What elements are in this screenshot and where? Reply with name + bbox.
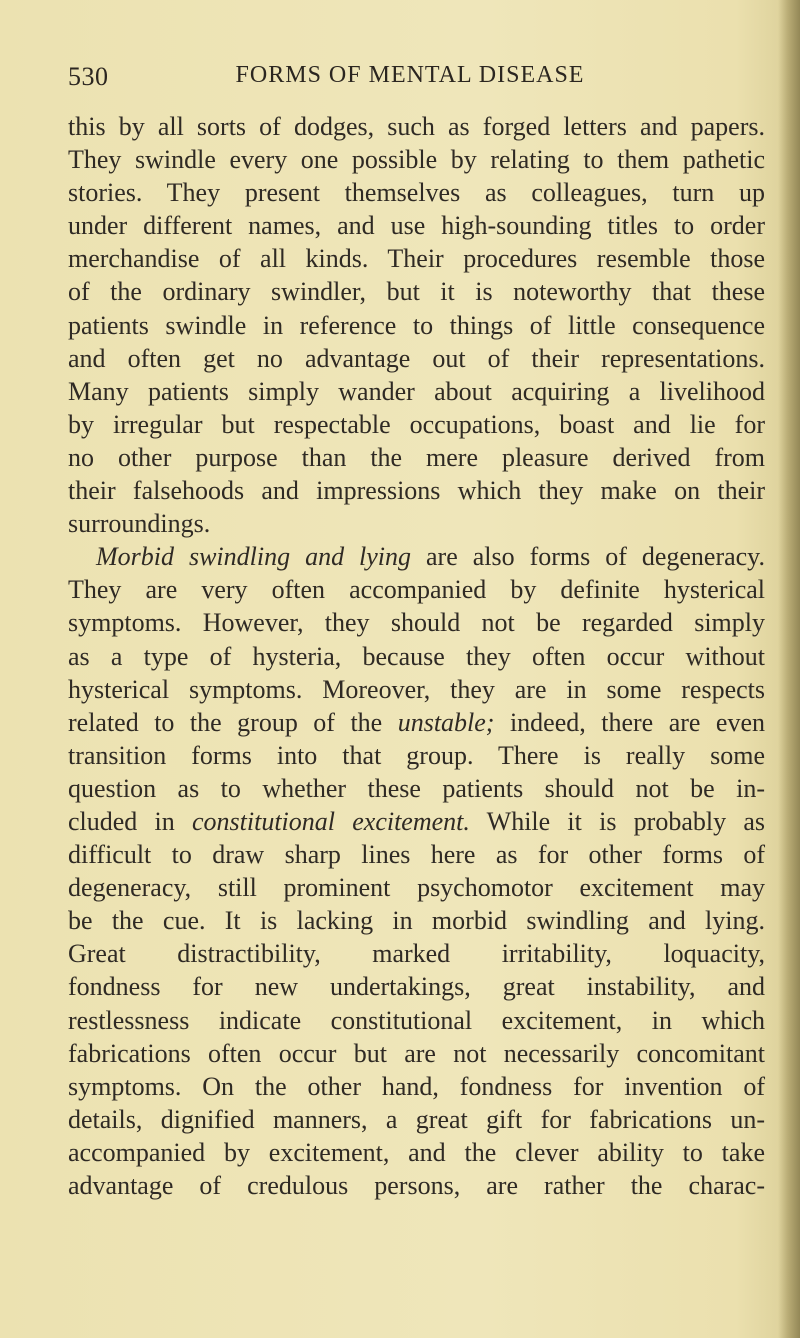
text-segment: patients swindle in reference to things of little consequence	[68, 310, 765, 340]
text-line	[68, 342, 765, 375]
text-segment: advantage of credulous persons, are rather the charac-	[68, 1171, 765, 1200]
text-segment: indeed, there are even	[494, 707, 765, 737]
text-segment: this by all sorts of dodges, such as forged letters and papers.	[68, 112, 765, 141]
text-segment: degeneracy, still prominent psychomotor excitement may	[68, 873, 765, 903]
text-segment: related to the group of the	[68, 707, 398, 737]
text-line	[68, 904, 765, 937]
running-head: FORMS OF MENTAL DISEASE	[235, 62, 585, 88]
text-segment: no other purpose than the mere pleasure derived from	[68, 442, 765, 472]
text-segment: are also forms of degeneracy.	[411, 542, 765, 572]
text-segment: They swindle every one possible by relating to them pathetic	[68, 145, 765, 175]
page-edge-shadow	[778, 0, 800, 1338]
text-segment: surroundings.	[68, 509, 211, 539]
text-line	[68, 805, 765, 838]
text-segment: question as to whether these patients should not be in-	[68, 773, 765, 803]
text-segment: Great distractibility, marked irritability, loquacity,	[68, 939, 765, 969]
text-segment: Many patients simply wander about acquiring a livelihood	[68, 376, 765, 406]
text-segment: symptoms. On the other hand, fondness for invention of	[68, 1071, 765, 1101]
text-line	[68, 1103, 765, 1136]
italic-phrase: constitutional excitement.	[192, 806, 470, 836]
text-segment: fabrications often occur but are not necessarily concomitant	[68, 1038, 765, 1068]
text-line	[68, 1070, 765, 1103]
text-line	[68, 1004, 765, 1037]
text-segment: of the ordinary swindler, but it is noteworthy that these	[68, 277, 765, 307]
text-line	[68, 176, 765, 209]
text-line	[68, 540, 765, 573]
text-line	[68, 242, 765, 275]
text-segment: details, dignified manners, a great gift for fabrications un-	[68, 1104, 765, 1134]
text-line	[68, 937, 765, 970]
text-segment: cluded in	[68, 806, 192, 836]
text-line	[68, 408, 765, 441]
text-segment: fondness for new undertakings, great instability, and	[68, 972, 765, 1002]
text-line	[68, 143, 765, 176]
text-line	[68, 1136, 765, 1169]
text-segment: While it is probably as	[469, 806, 765, 836]
text-segment: difficult to draw sharp lines here as for other forms of	[68, 840, 765, 870]
text-line	[68, 706, 765, 739]
italic-phrase: unstable;	[397, 707, 495, 737]
text-line	[68, 1037, 765, 1070]
text-line	[68, 970, 765, 1003]
text-segment: stories. They present themselves as colleagues, turn up	[68, 178, 765, 208]
text-line	[68, 441, 765, 474]
text-line	[68, 772, 765, 805]
page-header	[60, 62, 760, 102]
text-line	[68, 375, 765, 408]
text-segment: and often get no advantage out of their representations.	[68, 343, 765, 373]
text-segment: their falsehoods and impressions which they make on their	[68, 476, 765, 506]
text-line	[68, 275, 765, 308]
text-segment: as a type of hysteria, because they often occur without	[68, 641, 765, 671]
text-line	[68, 838, 765, 871]
text-line	[68, 673, 765, 706]
text-line	[68, 606, 765, 639]
text-line	[68, 640, 765, 673]
text-segment: symptoms. However, they should not be regarded simply	[68, 608, 765, 638]
text-line	[68, 309, 765, 342]
text-segment: merchandise of all kinds. Their procedures resemble those	[68, 244, 765, 274]
page-number: 530	[68, 62, 109, 91]
body-text	[68, 110, 765, 1202]
text-segment: under different names, and use high-sounding titles to order	[68, 211, 765, 241]
text-line	[68, 209, 765, 242]
text-segment: be the cue. It is lacking in morbid swindling and lying.	[68, 906, 765, 936]
italic-phrase: Morbid swindling and lying	[96, 542, 412, 572]
text-segment: transition forms into that group. There is really some	[68, 740, 765, 770]
text-line	[68, 871, 765, 904]
text-line	[68, 474, 765, 507]
text-line	[68, 739, 765, 772]
text-segment: They are very often accompanied by definite hysterical	[68, 575, 765, 605]
text-line	[68, 110, 765, 143]
text-segment: by irregular but respectable occupations, boast and lie for	[68, 409, 765, 439]
text-segment: hysterical symptoms. Moreover, they are in some respects	[68, 674, 765, 704]
text-line	[68, 1169, 765, 1202]
text-segment: restlessness indicate constitutional excitement, in which	[68, 1005, 765, 1035]
text-line	[68, 573, 765, 606]
text-line	[68, 507, 765, 540]
text-segment: accompanied by excitement, and the clever ability to take	[68, 1137, 765, 1167]
